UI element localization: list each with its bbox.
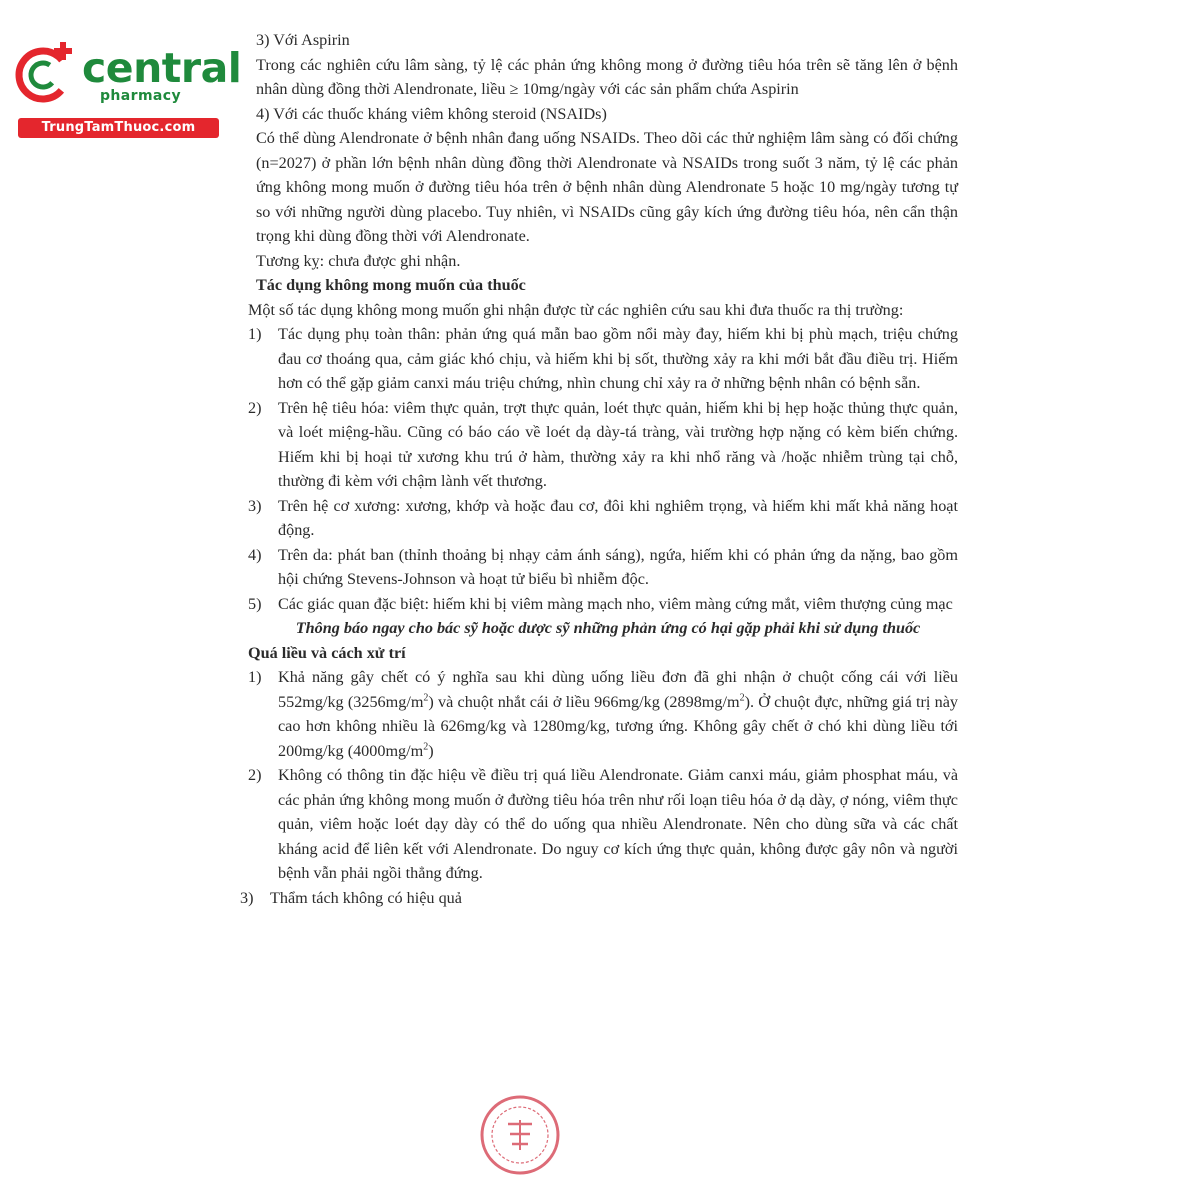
overdose-heading: Quá liều và cách xử trí — [248, 643, 406, 662]
side-effects-list — [248, 322, 958, 616]
side-effects-intro: Một số tác dụng không mong muốn ghi nhận được từ các nghiên cứu sau khi đưa thuốc ra thị trường: — [248, 300, 904, 319]
nsaids-paragraph: Có thể dùng Alendronate ở bệnh nhân đang uống NSAIDs. Theo dõi các thử nghiệm lâm sàng có đối chứng (n=2027) ở phần lớn bệnh nhân dùng đồng thời Alendronate và NSAIDs trong suốt 3 năm, tỷ lệ các phản ứng không mong muốn ở đường tiêu hóa trên ở bệnh nhân dùng Alendronate 5 hoặc 10 mg/ngày tương tự so với những người dùng placebo. Tuy nhiên, vì NSAIDs cũng gây kích ứng đường tiêu hóa, nên cẩn thận trọng khi dùng đồng thời với Alendronate. — [256, 129, 958, 245]
list-item: 3) Trên hệ cơ xương: xương, khớp và hoặc đau cơ, đôi khi nghiêm trọng, và hiếm khi mất khả năng hoạt động. — [248, 496, 958, 539]
aspirin-heading: 3) Với Aspirin — [256, 31, 350, 49]
list-item: 2) Trên hệ tiêu hóa: viêm thực quản, trợt thực quản, loét thực quản, hiếm khi bị hẹp hoặc thủng thực quản, và loét miệng-hầu. Cũng có báo cáo về loét dạ dày-tá tràng, vài trường hợp nặng có kèm biến chứng. Hiếm khi bị hoại tử xương khu trú ở hàm, thường xảy ra khi nhổ răng và /hoặc nhiễm trùng tại chỗ, thường đi kèm với chậm lành vết thương. — [248, 398, 958, 490]
overdose-list — [240, 665, 958, 910]
adverse-reaction-notice: Thông báo ngay cho bác sỹ hoặc dược sỹ những phản ứng có hại gặp phải khi sử dụng thuốc — [295, 619, 921, 637]
list-item: 2) Không có thông tin đặc hiệu về điều trị quá liều Alendronate. Giảm canxi máu, giảm phosphat máu, và các phản ứng không mong muốn ở đường tiêu hóa trên như rối loạn tiêu hóa ở dạ dày, ợ nóng, viêm thực quản, viêm hoặc loét dạy dày có thể do uống qua nhiều Alendronate. Nên cho dùng sữa và các chất kháng acid để liên kết với Alendronate. Do nguy cơ kích ứng thực quản, không được gây nôn và người bệnh vẫn phải ngồi thẳng đứng. — [248, 766, 958, 882]
list-item: 3) Thẩm tách không có hiệu quả — [240, 888, 462, 907]
list-item: 5) Các giác quan đặc biệt: hiếm khi bị viêm màng mạch nho, viêm màng cứng mắt, viêm thượng củng mạc — [248, 594, 953, 613]
nsaids-heading: 4) Với các thuốc kháng viêm không steroid (NSAIDs) — [256, 104, 607, 123]
interaction-note: Tương kỵ: chưa được ghi nhận. — [256, 251, 461, 270]
aspirin-paragraph: Trong các nghiên cứu lâm sàng, tỷ lệ các phản ứng không mong ở đường tiêu hóa trên sẽ tăng lên ở bệnh nhân dùng đồng thời Alendronate, liều ≥ 10mg/ngày với các sản phẩm chứa Aspirin — [256, 55, 958, 98]
leaflet-page — [240, 28, 958, 910]
list-item: 4) Trên da: phát ban (thỉnh thoảng bị nhạy cảm ánh sáng), ngứa, hiếm khi có phản ứng da nặng, bao gồm hội chứng Stevens-Johnson và hoạt tử biểu bì nhiễm độc. — [248, 545, 958, 588]
central-pharmacy-logo — [10, 38, 242, 138]
pharmacy-logo-icon — [10, 38, 80, 108]
list-item: 1) Tác dụng phụ toàn thân: phản ứng quá mẫn bao gồm nổi mày đay, hiếm khi bị phù mạch, triệu chứng đau cơ thoáng qua, cảm giác khó chịu, và hiếm khi bị sốt, thường xảy ra khi mới bắt đầu điều trị. Hiếm hơn có thể gặp giảm canxi máu triệu chứng, nhìn chung chỉ xảy ra ở những bệnh nhân có bệnh sẵn. — [248, 325, 958, 392]
brand-subtitle: pharmacy — [100, 88, 181, 104]
brand-name: central — [82, 44, 242, 92]
list-item: 1) Khả năng gây chết có ý nghĩa sau khi dùng uống liều đơn đã ghi nhận ở chuột cống cái với liều 552mg/kg $(3256mg/m^2)$ và chuột nhắt cái ở liều 966mg/kg $(2898mg/m^2)$. Ở chuột đực, những giá trị này cao hơn không nhiều là 626mg/kg và 1280mg/kg, tương ứng. Không gây chết ở chó khi dùng liều tới 200mg/kg $(4000mg/m^2)$ — [248, 668, 958, 760]
brand-url-badge: TrungTamThuoc.com — [18, 118, 219, 138]
company-seal-stamp — [470, 1090, 570, 1180]
side-effects-heading: Tác dụng không mong muốn của thuốc — [256, 276, 526, 294]
